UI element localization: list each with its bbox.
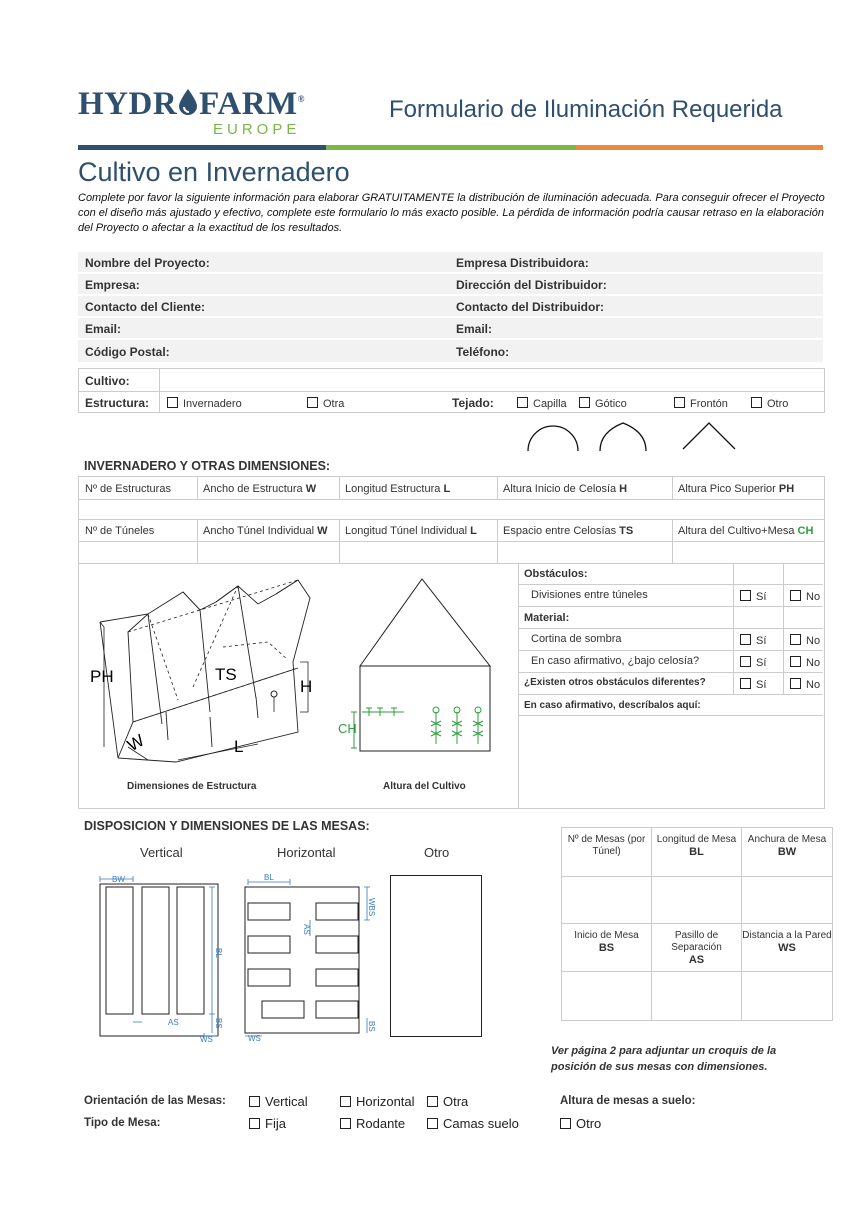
table-length-input[interactable] (652, 877, 741, 923)
tunnel-width-field[interactable]: Ancho Túnel Individual W (203, 525, 328, 537)
type-floor-beds-checkbox[interactable]: Camas suelo (427, 1116, 519, 1131)
roof-fronton-checkbox[interactable]: Frontón (674, 397, 728, 410)
distributor-address-field[interactable]: Dirección del Distribuidor: (456, 278, 607, 292)
capilla-roof-icon (528, 426, 578, 451)
gable-roof-icon (683, 423, 735, 449)
table-start-header: Inicio de Mesa BS (574, 930, 639, 954)
structure-caption: Dimensiones de Estructura (127, 781, 257, 792)
num-tunnels-field[interactable]: Nº de Túneles (85, 525, 155, 537)
structure-diagram (88, 572, 318, 772)
other-obstacles-yes-checkbox[interactable]: Sí (740, 678, 766, 691)
wall-distance-header: Distancia a la Pared WS (742, 930, 832, 954)
header-bar-blue (78, 145, 326, 150)
orientation-vertical-checkbox[interactable]: Vertical (249, 1094, 308, 1109)
bw-dim-label: BW (112, 875, 125, 884)
section-title: Cultivo en Invernadero (78, 157, 350, 187)
wbs-dim-label: WBS (367, 898, 376, 917)
structure-greenhouse-checkbox[interactable]: Invernadero (167, 397, 242, 410)
logo-subtitle: EUROPE (213, 121, 301, 138)
as-dim-label: AS (168, 1018, 179, 1027)
wall-distance-input[interactable] (742, 972, 832, 1020)
table-height-label: Altura de mesas a suelo: (560, 1095, 696, 1107)
structure-other-checkbox[interactable]: Otra (307, 397, 344, 410)
obstacle-tunnel-divisions: Divisiones entre túneles (531, 589, 648, 601)
under-truss-no-checkbox[interactable]: No (790, 656, 820, 669)
roof-capilla-checkbox[interactable]: Capilla (517, 397, 567, 410)
structure-width-field[interactable]: Ancho de Estructura W (203, 483, 317, 495)
shade-yes-checkbox[interactable]: Sí (740, 634, 766, 647)
phone-field[interactable]: Teléfono: (456, 345, 510, 359)
project-name-field[interactable]: Nombre del Proyecto: (85, 256, 210, 270)
num-tables-header: Nº de Mesas (por Túnel) (567, 834, 646, 857)
bl-dim-label-h: BL (264, 873, 274, 882)
other-obstacles-no-checkbox[interactable]: No (790, 678, 820, 691)
tunnel-length-field[interactable]: Longitud Túnel Individual L (345, 525, 477, 537)
crop-caption: Altura del Cultivo (383, 781, 466, 792)
crop-height-diagram (336, 576, 496, 756)
obstacle-describe-label: En caso afirmativo, descríbalos aquí: (524, 700, 701, 711)
obstacle-shade-curtain: Cortina de sombra (531, 633, 622, 645)
height-other-checkbox[interactable]: Otro (560, 1116, 601, 1131)
roof-label: Tejado: (452, 396, 494, 410)
ws-dim-label: WS (200, 1035, 213, 1044)
logo: HYDR FARM® (78, 86, 305, 122)
ts-label: TS (215, 665, 237, 684)
vertical-view-label: Vertical (140, 845, 183, 860)
client-contact-field[interactable]: Contacto del Cliente: (85, 300, 206, 314)
divisions-no-checkbox[interactable]: No (790, 590, 820, 603)
bs-dim-label: BS (214, 1018, 223, 1029)
horizontal-view-label: Horizontal (277, 845, 336, 860)
orientation-other-checkbox[interactable]: Otra (427, 1094, 468, 1109)
structure-length-field[interactable]: Longitud Estructura L (345, 483, 451, 495)
bl-dim-label: BL (214, 948, 223, 958)
divisions-yes-checkbox[interactable]: Sí (740, 590, 766, 603)
peak-height-field[interactable]: Altura Pico Superior PH (678, 483, 795, 495)
structure-label: Estructura: (85, 396, 150, 410)
document-title: Formulario de Iluminación Requerida (389, 96, 783, 123)
num-tables-input[interactable] (562, 877, 651, 923)
as-dim-label-h: AS (302, 924, 311, 935)
ch-label: CH (338, 721, 357, 736)
obstacles-title: Obstáculos: (524, 568, 588, 580)
other-view-label: Otro (424, 845, 450, 860)
material-title: Material: (524, 612, 570, 624)
other-layout-box (390, 875, 482, 1037)
dimensions-title: INVERNADERO Y OTRAS DIMENSIONES: (84, 459, 331, 473)
header-bar-orange (576, 145, 823, 150)
table-type-label: Tipo de Mesa: (84, 1117, 161, 1129)
sketch-note: Ver página 2 para adjuntar un croquis de la posición de sus mesas con dimensiones. (551, 1045, 777, 1073)
horizontal-layout-diagram (240, 870, 380, 1045)
roof-shapes-icons (525, 420, 740, 452)
bs-dim-label-h: BS (367, 1021, 376, 1032)
under-truss-yes-checkbox[interactable]: Sí (740, 656, 766, 669)
orientation-horizontal-checkbox[interactable]: Horizontal (340, 1094, 415, 1109)
orientation-label: Orientación de las Mesas: (84, 1095, 226, 1107)
w-label: W (124, 730, 148, 756)
truss-spacing-field[interactable]: Espacio entre Celosías TS (503, 525, 634, 537)
truss-height-field[interactable]: Altura Inicio de Celosía H (503, 483, 628, 495)
crop-height-field[interactable]: Altura del Cultivo+Mesa CH (678, 525, 814, 537)
roof-gotico-checkbox[interactable]: Gótico (579, 397, 627, 410)
water-drop-icon (177, 88, 199, 116)
obstacle-other-question: ¿Existen otros obstáculos diferentes? (524, 677, 706, 688)
tables-title: DISPOSICION Y DIMENSIONES DE LAS MESAS: (84, 819, 370, 833)
table-width-header: Anchura de Mesa BW (747, 834, 827, 858)
vertical-layout-diagram (96, 870, 236, 1045)
aisle-spacing-header: Pasillo de Separación AS (671, 930, 722, 966)
email-field[interactable]: Email: (85, 322, 122, 336)
gothic-roof-icon (600, 423, 646, 451)
intro-text: Complete por favor la siguiente información para elaborar GRATUITAMENTE la distribución de iluminación adecuada. Para conseguir ofrecer el Proyecto con el diseño más ajustado y efectivo, complete este formulario lo más exacto posible. La pérdida de información podría causar retraso en la elaboración del Proyecto o afectar a la exactitud de los resultados. (78, 192, 825, 234)
distributor-company-field[interactable]: Empresa Distribuidora: (456, 256, 589, 270)
type-rolling-checkbox[interactable]: Rodante (340, 1116, 405, 1131)
obstacle-description-input[interactable] (519, 716, 822, 806)
obstacles-panel (518, 563, 823, 715)
table-width-input[interactable] (742, 877, 832, 923)
h-label: H (300, 677, 313, 696)
table-start-input[interactable] (562, 972, 651, 1020)
crop-structure-box (78, 368, 825, 413)
num-structures-field[interactable]: Nº de Estructuras (85, 483, 171, 495)
crop-label: Cultivo: (85, 374, 130, 388)
header-bar-green (326, 145, 576, 150)
dimensions-table (78, 476, 825, 564)
ph-label: PH (90, 667, 114, 686)
ws-dim-label-h: WS (248, 1034, 261, 1043)
aisle-spacing-input[interactable] (652, 972, 741, 1020)
shade-no-checkbox[interactable]: No (790, 634, 820, 647)
roof-otro-checkbox[interactable]: Otro (751, 397, 788, 410)
postal-code-field[interactable]: Código Postal: (85, 345, 170, 359)
company-field[interactable]: Empresa: (85, 278, 140, 292)
distributor-contact-field[interactable]: Contacto del Distribuidor: (456, 300, 604, 314)
obstacle-under-truss: En caso afirmativo, ¿bajo celosía? (531, 655, 700, 667)
table-dimensions-grid (561, 827, 833, 1021)
type-fixed-checkbox[interactable]: Fija (249, 1116, 286, 1131)
l-label: L (234, 737, 244, 756)
table-length-header: Longitud de Mesa BL (656, 834, 737, 858)
distributor-email-field[interactable]: Email: (456, 322, 493, 336)
